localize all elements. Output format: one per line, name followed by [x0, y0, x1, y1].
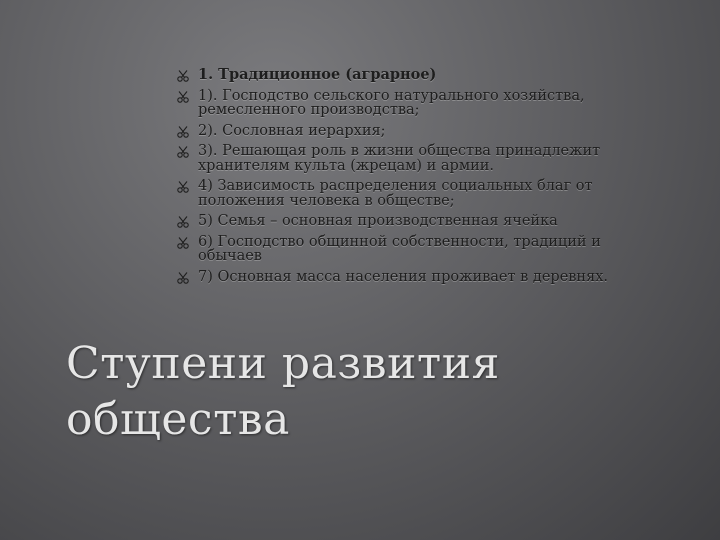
list-item: [176, 144, 646, 173]
list-item: [176, 235, 646, 264]
list-item: [176, 214, 646, 229]
scissors-icon: [176, 125, 190, 139]
slide-title: [66, 336, 626, 448]
bullet-list: [176, 68, 646, 290]
title-line-2: общества: [66, 394, 290, 445]
list-item: [176, 270, 646, 285]
list-item: [176, 68, 646, 83]
list-item-text: 1). Господство сельского натурального хозяйства, ремесленного производства;: [198, 87, 585, 118]
title-line-1: Ступени развития: [66, 338, 500, 389]
scissors-icon: [176, 271, 190, 285]
scissors-icon: [176, 236, 190, 250]
list-item-text: 6) Господство общинной собственности, традиций и обычаев: [198, 233, 601, 264]
scissors-icon: [176, 145, 190, 159]
list-item-text: 5) Семья – основная производственная ячейка: [198, 213, 558, 229]
list-item-text: 4) Зависимость распределения социальных благ от положения человека в обществе;: [198, 178, 593, 209]
list-item-text: 7) Основная масса населения проживает в деревнях.: [198, 268, 609, 285]
list-item: [176, 124, 646, 139]
list-item-text: 2). Сословная иерархия;: [198, 122, 386, 139]
scissors-icon: [176, 69, 190, 83]
list-item-text: 3). Решающая роль в жизни общества принадлежит хранителям культа (жрецам) и армии.: [198, 143, 601, 174]
scissors-icon: [176, 215, 190, 229]
list-item-text: 1. Традиционное (аграрное): [198, 66, 437, 83]
list-item: [176, 179, 646, 208]
scissors-icon: [176, 90, 190, 104]
list-item: [176, 89, 646, 118]
scissors-icon: [176, 180, 190, 194]
